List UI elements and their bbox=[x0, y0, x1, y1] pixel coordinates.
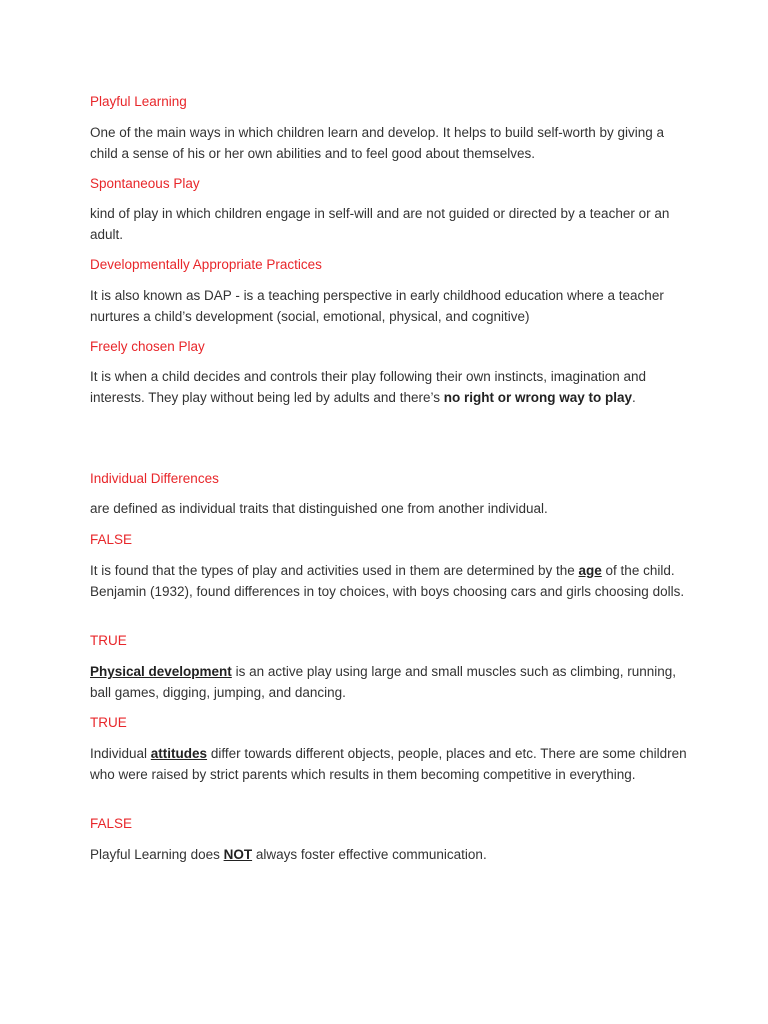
body-playful-learning: One of the main ways in which children learn and develop. It helps to build self-worth by giving a child a sense of his or her own abilities and to feel good about themselves. bbox=[90, 125, 665, 161]
statement-keyword: age bbox=[578, 563, 602, 578]
answer-label: FALSE bbox=[90, 816, 133, 831]
statement-post: always foster effective communication. bbox=[252, 847, 487, 862]
statement-keyword: Physical development bbox=[90, 664, 232, 679]
body-spontaneous-play: kind of play in which children engage in self-will and are not guided or directed by a teacher or an adult. bbox=[90, 206, 670, 242]
body-freely-chosen-play-text: It is when a child decides and controls their play following their own instincts, imagination and interests. They play without being led by adults and there’s bbox=[90, 369, 647, 405]
heading-freely-chosen-play: Freely chosen Play bbox=[90, 339, 205, 354]
statement-keyword: NOT bbox=[223, 847, 253, 862]
body-freely-chosen-play bbox=[90, 367, 690, 408]
heading-spontaneous-play: Spontaneous Play bbox=[90, 176, 200, 191]
statement-text bbox=[90, 744, 690, 785]
heading-playful-learning: Playful Learning bbox=[90, 94, 187, 109]
body-individual-differences: are defined as individual traits that distinguished one from another individual. bbox=[90, 501, 548, 516]
statement-post: is an active play using large and small muscles such as climbing, running, ball games, digging, jumping, and dancing. bbox=[90, 664, 677, 700]
statement-text bbox=[90, 662, 690, 703]
answer-label: TRUE bbox=[90, 715, 127, 730]
statement-keyword: attitudes bbox=[150, 746, 208, 761]
body-freely-chosen-play-end: . bbox=[631, 389, 636, 405]
heading-dap: Developmentally Appropriate Practices bbox=[90, 257, 322, 272]
heading-individual-differences: Individual Differences bbox=[90, 471, 219, 486]
no-right-or-wrong-emphasis: no right or wrong way to play bbox=[443, 389, 632, 405]
body-dap: It is also known as DAP - is a teaching perspective in early childhood education where a teacher nurtures a child’s development (social, emotional, physical, and cognitive) bbox=[90, 288, 664, 324]
statement-pre: Playful Learning does bbox=[90, 847, 224, 862]
statement-pre: Individual bbox=[90, 746, 151, 761]
statement-post: differ towards different objects, people, places and etc. There are some children who were raised by strict parents which results in them becoming competitive in everything. bbox=[90, 746, 687, 782]
statement-post: of the child. Benjamin (1932), found differences in toy choices, with boys choosing cars and girls choosing dolls. bbox=[90, 563, 685, 599]
answer-label: TRUE bbox=[90, 633, 127, 648]
answer-label: FALSE bbox=[90, 532, 133, 547]
statement-text bbox=[90, 561, 690, 602]
statement-text bbox=[90, 845, 690, 866]
statement-pre: It is found that the types of play and activities used in them are determined by the bbox=[90, 563, 579, 578]
